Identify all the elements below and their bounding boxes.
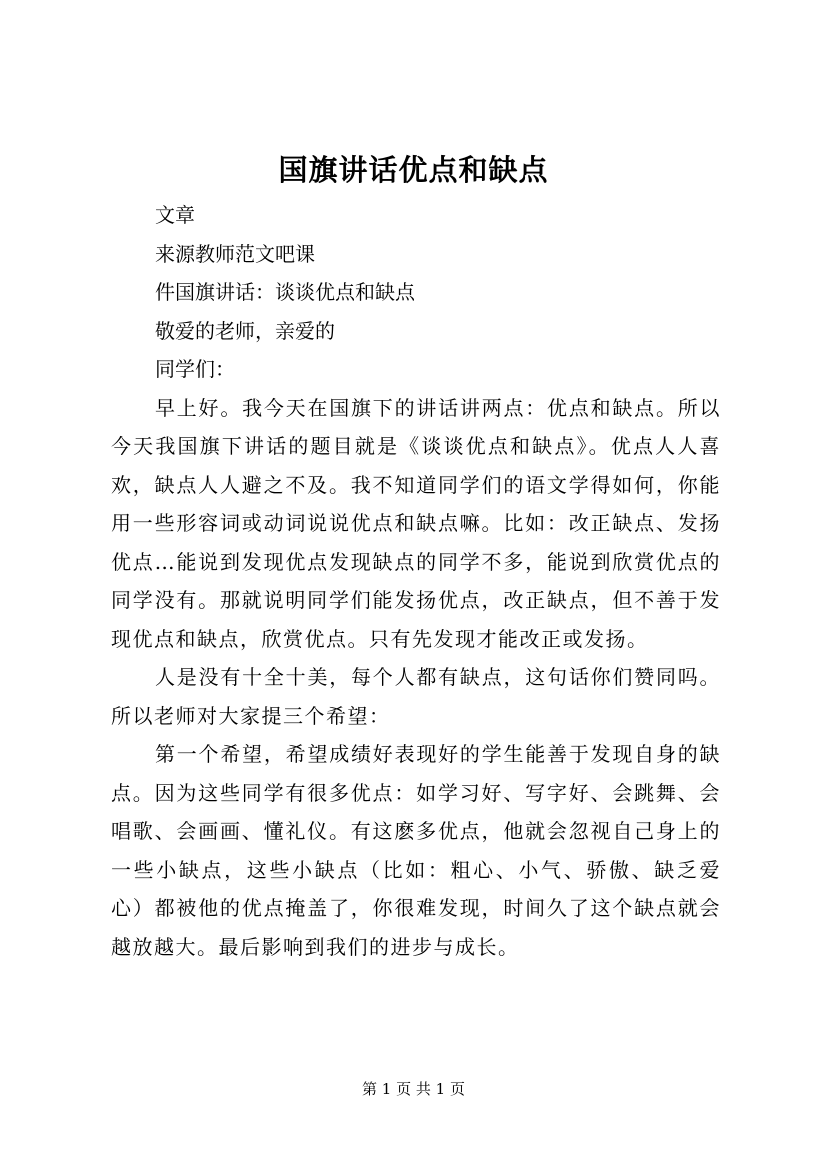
document-title: 国旗讲话优点和缺点 — [278, 153, 549, 187]
header-line: 文章 — [155, 203, 195, 227]
header-line: 同学们： — [155, 357, 235, 381]
paragraph: 人是没有十全十美，每个人都有缺点，这句话你们赞同吗。所以老师对大家提三个希望： — [111, 665, 721, 728]
page-footer: 第 1 页 共 1 页 — [362, 1080, 465, 1098]
header-line: 来源教师范文吧课 — [155, 241, 315, 266]
paragraph: 第一个希望，希望成绩好表现好的学生能善于发现自身的缺点。因为这些同学有很多优点：如学习好、写字好、会跳舞、会唱歌、会画画、懂礼仪。有这麽多优点，他就会忽视自己身上的一些小缺点，这些小缺点（比如：粗心、小气、骄傲、缺乏爱心）都被他的优点掩盖了，你很难发现，时间久了这个缺点就会越放越大。最后影响到我们的进步与成长。 — [111, 742, 721, 959]
paragraph: 早上好。我今天在国旗下的讲话讲两点：优点和缺点。所以今天我国旗下讲话的题目就是《谈谈优点和缺点》。优点人人喜欢，缺点人人避之不及。我不知道同学们的语文学得如何，你能用一些形容词或动词说说优点和缺点嘛。比如：改正缺点、发扬优点…能说到发现优点发现缺点的同学不多，能说到欣赏优点的同学没有。那就说明同学们能发扬优点，改正缺点，但不善于发现优点和缺点，欣赏优点。只有先发现才能改正或发扬。 — [111, 395, 721, 651]
document-body — [111, 196, 721, 966]
header-line: 件国旗讲话：谈谈优点和缺点 — [155, 280, 415, 304]
header-line: 敬爱的老师，亲爱的 — [155, 318, 335, 343]
